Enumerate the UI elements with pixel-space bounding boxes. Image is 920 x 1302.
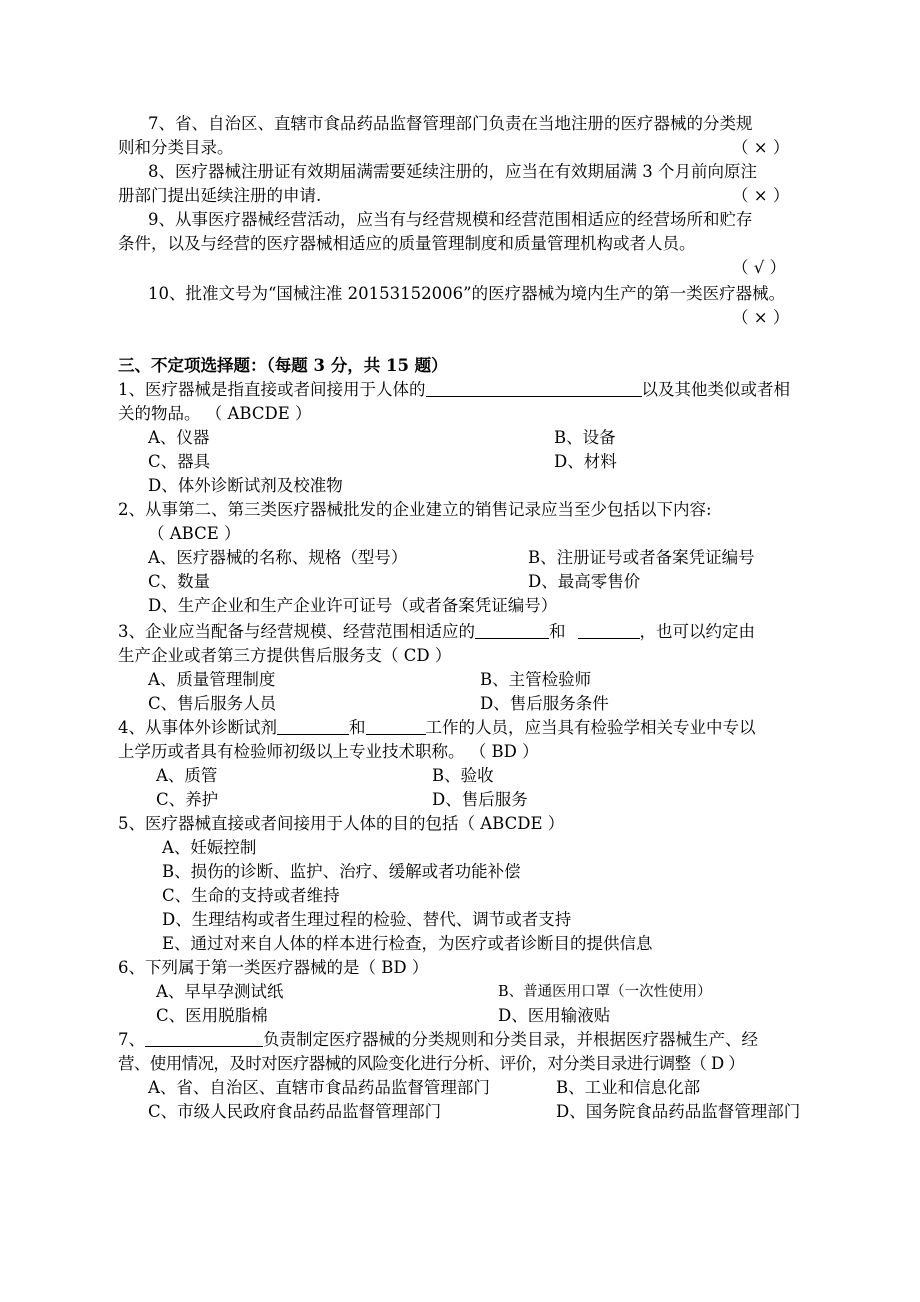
mc-q1-stem-tail: 以及其他类似或者相: [641, 380, 790, 399]
mc-q1-stem: 1、医疗器械是指直接或者间接用于人体的: [118, 380, 426, 399]
mc-q3-stem-tail: ，也可以约定由: [639, 622, 755, 641]
mc-q4-line1: [118, 716, 756, 740]
tf-q10-answer: （ × ）: [732, 308, 790, 327]
mc-q3-line2: 生产企业或者第三方提供售后服务支（ CD ）: [118, 646, 452, 665]
mc-q2-line1: 2、从事第二、第三类医疗器械批发的企业建立的销售记录应当至少包括以下内容:: [118, 500, 712, 519]
mc-q2-option-a: A、医疗器械的名称、规格（型号）: [148, 548, 408, 567]
mc-q2-line2: （ ABCE ）: [148, 524, 241, 543]
mc-q5-option-c: C、生命的支持或者维持: [162, 886, 340, 905]
blank-line: [277, 716, 349, 735]
mc-q1-line2: 关的物品。 （ ABCDE ）: [118, 404, 312, 423]
mc-q5-option-b: B、损伤的诊断、监护、治疗、缓解或者功能补偿: [162, 862, 521, 881]
mc-q2-option-e: D、生产企业和生产企业许可证号（或者备案凭证编号）: [148, 596, 558, 615]
mc-q4-stem-mid: 和: [349, 718, 366, 737]
mc-q3-option-c: C、售后服务人员: [148, 694, 277, 713]
mc-q6-line1: 6、下列属于第一类医疗器械的是（ BD ）: [118, 958, 429, 977]
mc-q2-option-c: C、数量: [148, 572, 211, 591]
mc-q1-option-a: A、仪器: [148, 428, 210, 447]
mc-q4-option-a: A、质管: [156, 766, 218, 785]
mc-q4-stem-tail: 工作的人员，应当具有检验学相关专业中专以: [425, 718, 756, 737]
mc-q7-option-c: C、市级人民政府食品药品监督管理部门: [148, 1102, 442, 1121]
mc-q1-option-d: D、材料: [554, 452, 617, 471]
mc-q6-option-d: D、医用输液贴: [498, 1006, 611, 1025]
tf-q7-line2: 则和分类目录。: [118, 138, 234, 157]
tf-q8-line2: 册部门提出延续注册的申请.: [118, 186, 322, 205]
mc-q7-option-a: A、省、自治区、直辖市食品药品监督管理部门: [148, 1078, 490, 1097]
mc-q4-option-d: D、售后服务: [432, 790, 528, 809]
blank-line: [366, 716, 426, 735]
mc-q5-option-a: A、妊娠控制: [162, 838, 257, 857]
tf-q8-answer: （ × ）: [732, 186, 790, 205]
blank-line: [426, 378, 642, 397]
mc-q7-line1: [118, 1028, 758, 1052]
mc-q6-option-c: C、医用脱脂棉: [156, 1006, 268, 1025]
mc-q5-option-e: E、通过对来自人体的样本进行检查，为医疗或者诊断目的提供信息: [162, 934, 653, 953]
mc-q1-option-b: B、设备: [554, 428, 616, 447]
mc-q5-line1: 5、医疗器械直接或者间接用于人体的目的包括（ ABCDE ）: [118, 814, 565, 833]
blank-line: [145, 1028, 263, 1047]
mc-q3-line1: [118, 620, 755, 644]
mc-q5-option-d: D、生理结构或者生理过程的检验、替代、调节或者支持: [162, 910, 572, 929]
mc-q7-option-b: B、工业和信息化部: [556, 1078, 701, 1097]
mc-q7-line2: 营、使用情况，及时对医疗器械的风险变化进行分析、评价，对分类目录进行调整（ D ）: [118, 1054, 745, 1073]
mc-q6-option-a: A、早早孕测试纸: [156, 982, 284, 1001]
mc-q7-stem-tail: 负责制定医疗器械的分类规则和分类目录，并根据医疗器械生产、经: [263, 1030, 758, 1049]
blank-line: [578, 620, 640, 639]
tf-q8-line1: 8、医疗器械注册证有效期届满需要延续注册的，应当在有效期届满 3 个月前向原注: [148, 162, 757, 181]
mc-q4-option-b: B、验收: [432, 766, 494, 785]
mc-q4-option-c: C、养护: [156, 790, 219, 809]
mc-q2-option-b: B、注册证号或者备案凭证编号: [528, 548, 755, 567]
tf-q7-line1: 7、省、自治区、直辖市食品药品监督管理部门负责在当地注册的医疗器械的分类规: [148, 114, 753, 133]
section-heading: 三、不定项选择题：（每题 3 分，共 15 题）: [118, 356, 448, 375]
blank-line: [475, 620, 549, 639]
tf-q7-answer: （ × ）: [732, 138, 790, 157]
mc-q3-stem: 3、企业应当配备与经营规模、经营范围相适应的: [118, 622, 475, 641]
mc-q6-option-b: B、普通医用口罩（一次性使用）: [498, 984, 712, 1000]
mc-q4-stem: 4、从事体外诊断试剂: [118, 718, 277, 737]
mc-q3-stem-mid: 和: [549, 622, 566, 641]
tf-q9-line1: 9、从事医疗器械经营活动，应当有与经营规模和经营范围相适应的经营场所和贮存: [148, 210, 753, 229]
mc-q3-option-a: A、质量管理制度: [148, 670, 276, 689]
mc-q7-stem: 7、: [118, 1030, 145, 1049]
tf-q10-line1: 10、批准文号为“国械注准 20153152006”的医疗器械为境内生产的第一类医疗器械。: [148, 284, 786, 303]
mc-q2-option-d: D、最高零售价: [528, 572, 641, 591]
mc-q1-line1: [118, 378, 790, 402]
mc-q1-option-e: D、体外诊断试剂及校准物: [148, 476, 343, 495]
tf-q9-answer: （ √ ）: [732, 258, 787, 277]
mc-q7-option-d: D、国务院食品药品监督管理部门: [556, 1102, 801, 1121]
tf-q9-line2: 条件，以及与经营的医疗器械相适应的质量管理制度和质量管理机构或者人员。: [118, 234, 696, 253]
mc-q3-option-d: D、售后服务条件: [480, 694, 609, 713]
mc-q1-option-c: C、器具: [148, 452, 211, 471]
mc-q3-option-b: B、主管检验师: [480, 670, 592, 689]
mc-q4-line2: 上学历或者具有检验师初级以上专业技术职称。 （ BD ）: [118, 742, 539, 761]
